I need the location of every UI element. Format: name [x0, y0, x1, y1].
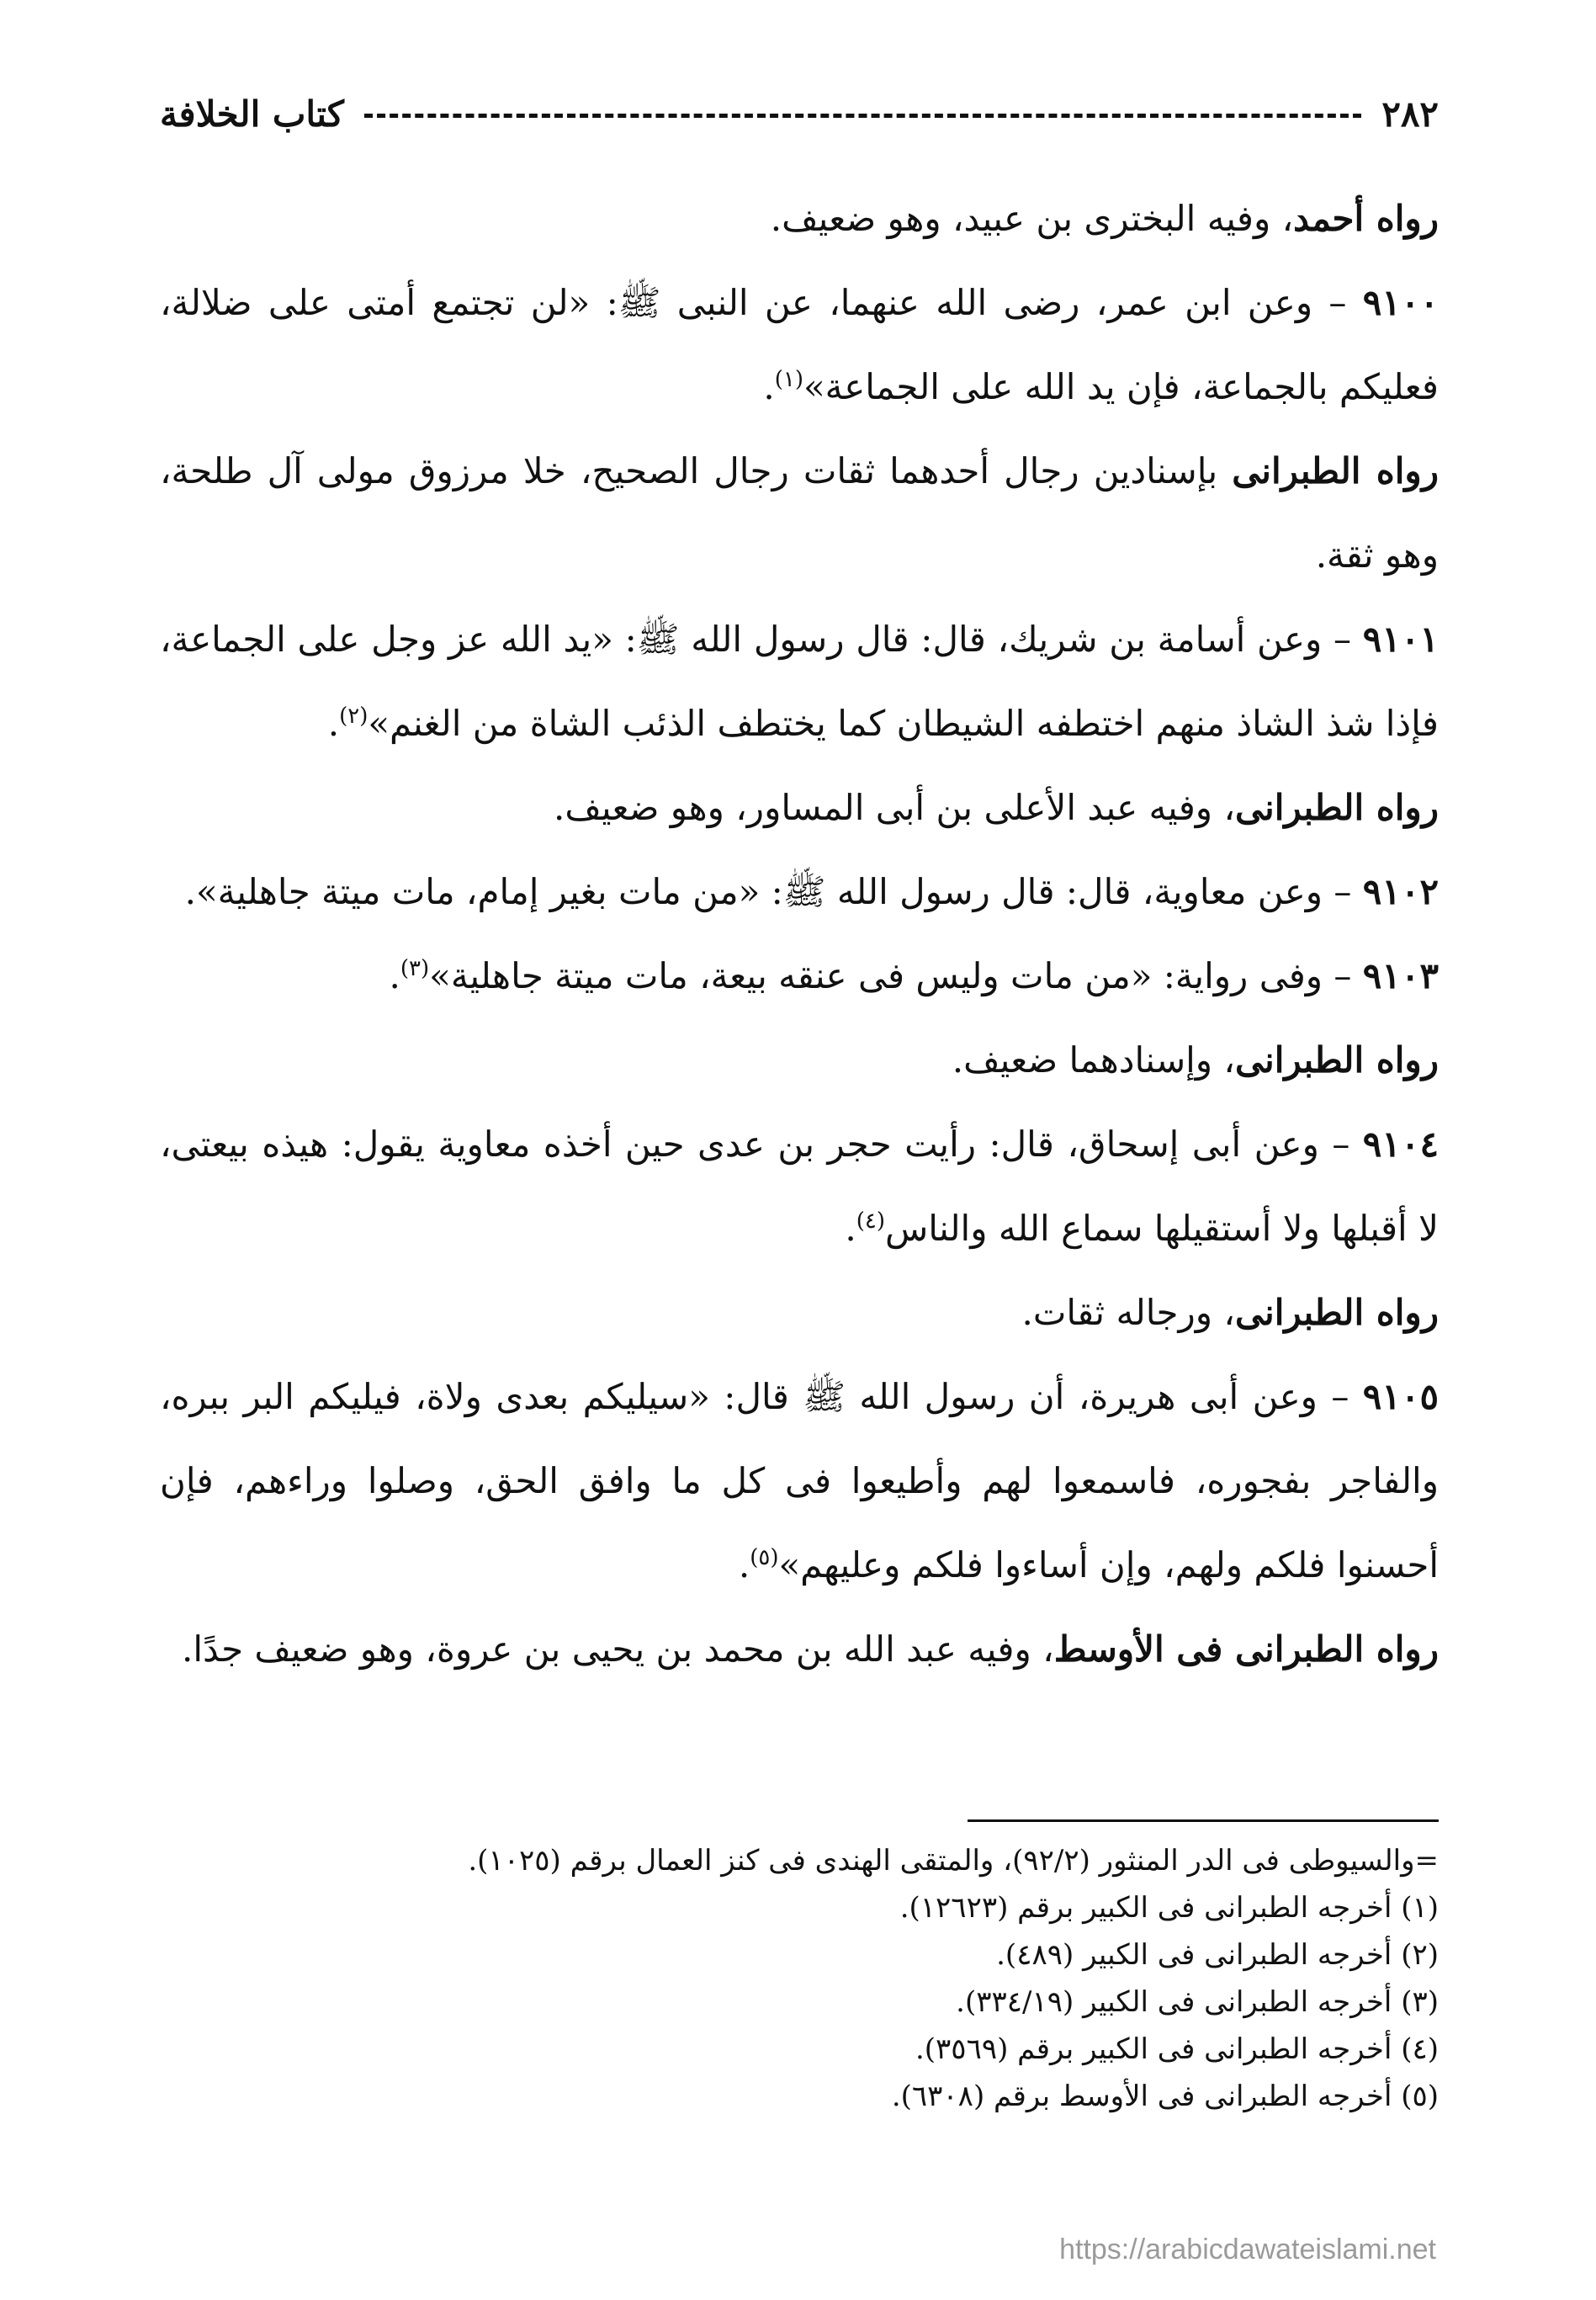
- hadith-number: ٩١٠٥: [1362, 1376, 1439, 1417]
- hadith-number: ٩١٠٢: [1362, 871, 1439, 912]
- hadith-paragraph: [160, 934, 1439, 1018]
- paragraph-text: – وعن معاوية، قال: قال رسول الله ﷺ: «من مات بغير إمام، مات ميتة جاهلية».: [184, 871, 1363, 912]
- paragraph-text: ، ورجاله ثقات.: [1021, 1292, 1235, 1333]
- hadith-paragraph: [160, 1355, 1439, 1607]
- footnote-ref[interactable]: (٢): [339, 704, 369, 729]
- footnote-ref[interactable]: (٥): [750, 1545, 779, 1570]
- footnote-ref[interactable]: (٤): [856, 1208, 885, 1234]
- footnote-item: (٣) أخرجه الطبرانى فى الكبير (٣٣٤/١٩).: [956, 1985, 1439, 2019]
- narration-note: [160, 766, 1439, 850]
- sentence-end: .: [327, 703, 340, 744]
- book-page: [160, 84, 1439, 2272]
- hadith-paragraph: [160, 598, 1439, 766]
- paragraph-text: – وعن ابن عمر، رضى الله عنهما، عن النبى ﷺ: «لن تجتمع أمتى على ضلالة، فعليكم بالجماعة، فإن يد الله على الجماعة»: [160, 282, 1439, 407]
- sentence-end: .: [738, 1544, 750, 1586]
- header-dashed-rule: [364, 114, 1361, 118]
- narration-note: [160, 1018, 1439, 1102]
- narration-note: [160, 177, 1439, 261]
- footnote-item: (٤) أخرجه الطبرانى فى الكبير برقم (٣٥٦٩).: [915, 2032, 1439, 2066]
- paragraph-text: – وعن أسامة بن شريك، قال: قال رسول الله ﷺ: «يد الله عز وجل على الجماعة، فإذا شذ الشاذ منهم اختطفه الشيطان كما يختطف الذئب الشاة من الغنم»: [160, 619, 1439, 744]
- footnotes-section: [160, 1819, 1439, 2120]
- narrator-lead: رواه الطبرانى: [1232, 450, 1439, 491]
- hadith-number: ٩١٠١: [1362, 619, 1439, 660]
- narrator-lead: رواه الطبرانى: [1235, 1039, 1439, 1081]
- site-watermark[interactable]: https://arabicdawateislami.net: [1059, 2234, 1436, 2265]
- narration-note: [160, 429, 1439, 598]
- footnote-ref[interactable]: (١): [774, 367, 803, 392]
- sentence-end: .: [389, 955, 400, 996]
- paragraph-text: – وعن أبى إسحاق، قال: رأيت حجر بن عدى حين أخذه معاوية يقول: هيذه بيعتى، لا أقبلها ولا أستقيلها سماع الله والناس: [160, 1123, 1439, 1249]
- hadith-body: [160, 177, 1439, 1692]
- narration-note: [160, 1271, 1439, 1355]
- sentence-end: .: [763, 366, 775, 407]
- footnote-ref[interactable]: (٣): [400, 956, 430, 981]
- hadith-paragraph: [160, 261, 1439, 429]
- narration-note: [160, 1607, 1439, 1692]
- paragraph-text: ، وإسنادهما ضعيف.: [952, 1039, 1235, 1081]
- paragraph-text: بإسنادين رجال أحدهما ثقات رجال الصحيح، خلا مرزوق مولى آل طلحة، وهو ثقة.: [160, 450, 1439, 576]
- narrator-lead: رواه الطبرانى: [1235, 1292, 1439, 1333]
- hadith-paragraph: [160, 850, 1439, 934]
- paragraph-text: ، وفيه عبد الله بن محمد بن يحيى بن عروة، وهو ضعيف جدًا.: [182, 1628, 1054, 1670]
- paragraph-text: ، وفيه عبد الأعلى بن أبى المساور، وهو ضعيف.: [554, 787, 1235, 828]
- footnote-item: (١) أخرجه الطبرانى فى الكبير برقم (١٢٦٢٣).: [899, 1891, 1439, 1925]
- footnote-item: (٥) أخرجه الطبرانى فى الأوسط برقم (٦٣٠٨).: [891, 2080, 1439, 2113]
- page-number: ٢٨٢: [1381, 93, 1439, 135]
- paragraph-text: – وفى رواية: «من مات وليس فى عنقه بيعة، مات ميتة جاهلية»: [429, 955, 1363, 996]
- paragraph-text: – وعن أبى هريرة، أن رسول الله ﷺ قال: «سيليكم بعدى ولاة، فيليكم البر ببره، والفاجر بفجوره، فاسمعوا لهم وأطيعوا فى كل ما وافق الحق، وصلوا وراءهم، فإن أحسنوا فلكم ولهم، وإن أساءوا فلكم وعليهم»: [160, 1376, 1439, 1586]
- hadith-number: ٩١٠٣: [1362, 955, 1439, 996]
- footnote-item: (٢) أخرجه الطبرانى فى الكبير (٤٨٩).: [996, 1938, 1439, 1972]
- page-header: [160, 84, 1439, 143]
- footnote-rule: [968, 1819, 1439, 1822]
- sentence-end: .: [845, 1208, 856, 1249]
- footnote-item: =والسيوطى فى الدر المنثور (٩٢/٢)، والمتقى الهندى فى كنز العمال برقم (١٠٢٥).: [468, 1844, 1439, 1878]
- hadith-number: ٩١٠٠: [1362, 282, 1439, 323]
- hadith-paragraph: [160, 1102, 1439, 1271]
- narrator-lead: رواه أحمد: [1293, 198, 1439, 239]
- footnote-list: [160, 1837, 1439, 2120]
- paragraph-text: ، وفيه البخترى بن عبيد، وهو ضعيف.: [770, 198, 1294, 239]
- book-title: كتاب الخلافة: [160, 93, 344, 135]
- narrator-lead: رواه الطبرانى فى الأوسط: [1053, 1628, 1439, 1670]
- hadith-number: ٩١٠٤: [1362, 1123, 1439, 1165]
- narrator-lead: رواه الطبرانى: [1235, 787, 1439, 828]
